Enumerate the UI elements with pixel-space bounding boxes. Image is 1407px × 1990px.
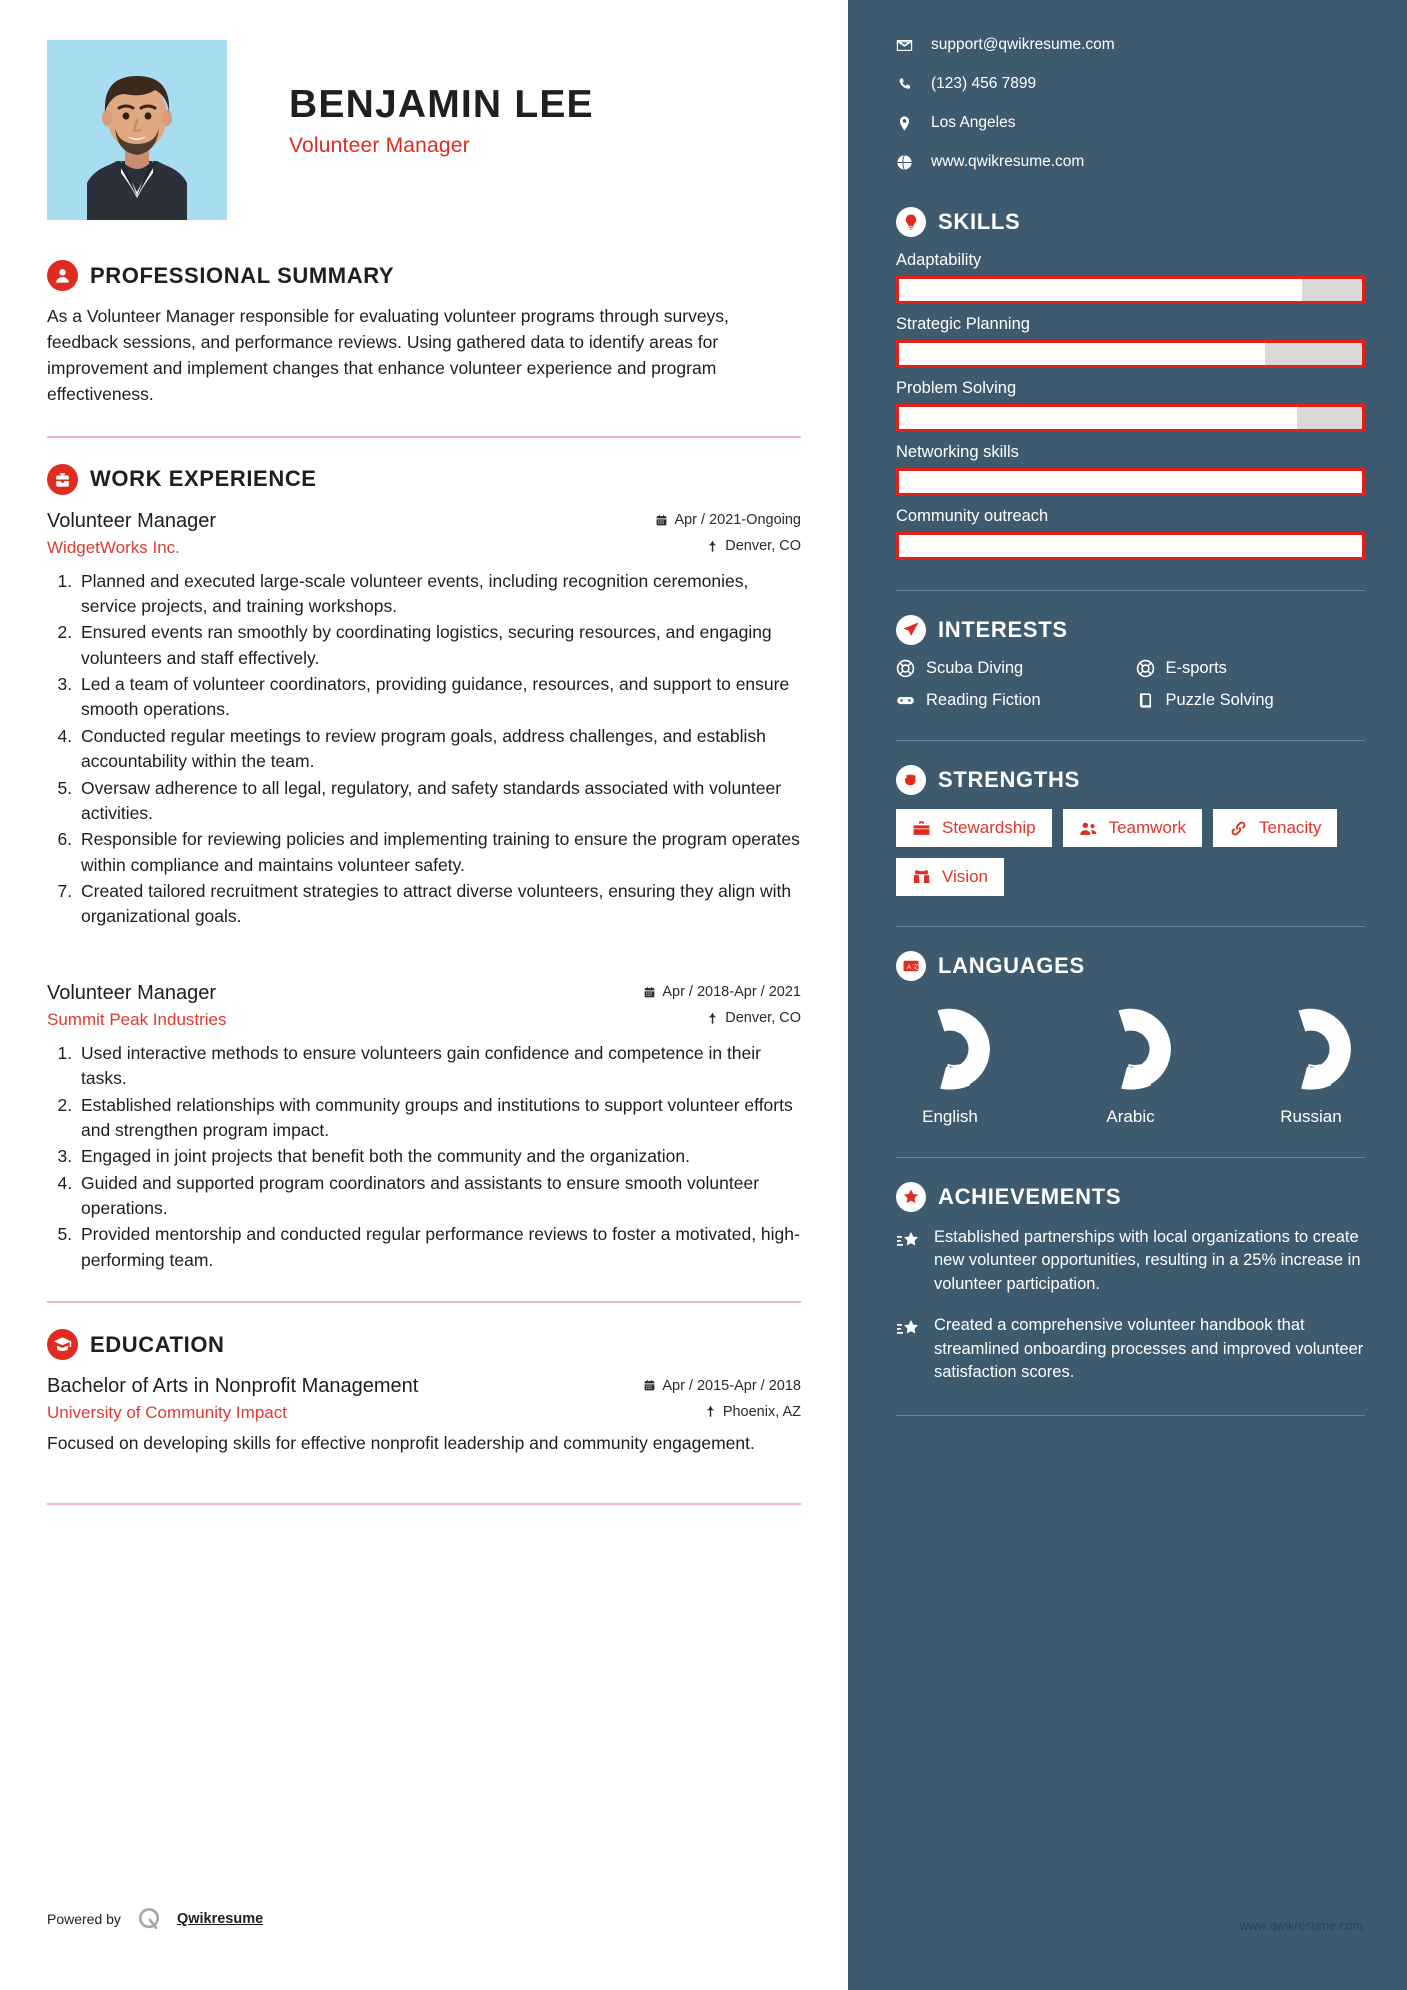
contact-phone-text: (123) 456 7899 [931, 75, 1037, 92]
work-organization: WidgetWorks Inc. [47, 537, 180, 557]
interest-label: Reading Fiction [926, 691, 1041, 709]
life-ring-icon [1136, 659, 1155, 678]
strength-label: Teamwork [1108, 818, 1187, 837]
work-entry-sub [47, 538, 801, 558]
education-institution: University of Community Impact [47, 1403, 287, 1423]
life-ring-icon [896, 659, 915, 678]
list-item: 4. Conducted regular meetings to review program goals, address challenges, and establish accountability within the team. [77, 724, 801, 775]
language-donut [904, 1003, 996, 1095]
contact-location [896, 114, 1365, 132]
contact-website-text: www.qwikresume.com [931, 153, 1085, 170]
skill-bar [896, 276, 1365, 304]
language-item [904, 1003, 996, 1127]
calendar-icon [655, 514, 668, 527]
section-heading-interests [896, 615, 1365, 645]
strength-item [1213, 809, 1337, 847]
spacer [47, 938, 801, 980]
work-location [706, 1010, 801, 1026]
sidebar-footer-url: www.qwikresume.com [1239, 1919, 1363, 1933]
skill-item [896, 507, 1365, 560]
work-dates [643, 984, 801, 1000]
interest-item [896, 659, 1126, 678]
powered-by-label: Powered by [47, 1911, 121, 1927]
avatar [47, 40, 227, 220]
contact-website[interactable] [896, 153, 1365, 171]
work-bullets [47, 1041, 801, 1273]
svg-text:A: A [906, 964, 912, 971]
work-bullets [47, 569, 801, 930]
skill-bar [896, 532, 1365, 560]
work-role: Volunteer Manager [47, 509, 217, 532]
interest-label: Puzzle Solving [1165, 691, 1274, 709]
list-item: 4. Guided and supported program coordinators and assistants to ensure smooth volunteer operations. [77, 1171, 801, 1222]
achievement-text: Created a comprehensive volunteer handbook that streamlined onboarding processes and improved volunteer satisfaction scores. [934, 1316, 1364, 1382]
calendar-icon [643, 1379, 656, 1392]
sidebar-divider [896, 740, 1365, 741]
list-item: 2. Ensured events ran smoothly by coordinating logistics, securing resources, and engaging volunteers and staff effectively. [77, 620, 801, 671]
divider [47, 436, 801, 438]
skill-label: Networking skills [896, 443, 1019, 461]
sidebar-divider [896, 590, 1365, 591]
education-entry-sub [47, 1403, 801, 1423]
sidebar-divider [896, 1157, 1365, 1158]
section-title: STRENGTHS [938, 767, 1080, 792]
link-icon [1229, 819, 1248, 838]
work-entry-top [47, 980, 801, 1006]
education-dates-text: Apr / 2015-Apr / 2018 [662, 1377, 801, 1394]
section-title: PROFESSIONAL SUMMARY [90, 262, 395, 288]
strength-label: Vision [942, 867, 988, 886]
work-role: Volunteer Manager [47, 981, 217, 1004]
interest-label: Scuba Diving [926, 659, 1024, 677]
users-icon [1079, 819, 1098, 838]
binoculars-icon [912, 868, 931, 887]
section-title: LANGUAGES [938, 953, 1085, 978]
section-title: ACHIEVEMENTS [938, 1184, 1122, 1209]
pin-icon [704, 1405, 717, 1418]
interest-item [1136, 659, 1366, 678]
contact-email[interactable] [896, 36, 1365, 54]
language-label: Russian [1280, 1107, 1342, 1126]
summary-text: As a Volunteer Manager responsible for evaluating volunteer programs through surveys, feedback sessions, and performance reviews. Using gathered data to identify areas for improvement and implement changes that enhance volunteer experience and program effectiveness. [47, 306, 729, 404]
section-heading-skills [896, 207, 1365, 237]
list-item: 3. Engaged in joint projects that benefit both the community and the organization. [77, 1144, 801, 1169]
gamepad-icon [896, 691, 915, 710]
page-title: BENJAMIN LEE [289, 83, 594, 126]
footer-branding [47, 1905, 263, 1933]
list-item: 7. Created tailored recruitment strategies to attract diverse volunteers, ensuring they align with organizational goals. [77, 879, 801, 930]
work-dates [655, 512, 801, 528]
list-item: 2. Established relationships with community groups and institutions to support volunteer efforts and strengthen program impact. [77, 1093, 801, 1144]
education-description: Focused on developing skills for effective nonprofit leadership and community engagement. [47, 1433, 755, 1454]
list-item: 5. Oversaw adherence to all legal, regulatory, and safety standards associated with volunteer activities. [77, 776, 801, 827]
work-entry [47, 508, 801, 930]
achievement-text: Established partnerships with local organizations to create new volunteer opportunities, resulting in a 25% increase in volunteer participation. [934, 1228, 1361, 1293]
list-item: 1. Used interactive methods to ensure volunteers gain confidence and competence in their tasks. [77, 1041, 801, 1092]
section-title: WORK EXPERIENCE [90, 466, 317, 492]
list-item: 5. Provided mentorship and conducted regular performance reviews to foster a motivated, high-performing team. [77, 1222, 801, 1273]
avatar-illustration [47, 40, 227, 220]
translate-icon [896, 951, 926, 981]
skill-label: Community outreach [896, 507, 1049, 525]
list-item: 6. Responsible for reviewing policies and implementing training to ensure the program operates within compliance and maintains volunteer safety. [77, 827, 801, 878]
education-entry-top [47, 1373, 801, 1399]
interest-item [1136, 691, 1366, 710]
section-heading-achievements [896, 1182, 1365, 1212]
skill-bar [896, 404, 1365, 432]
strength-item [896, 858, 1004, 896]
section-heading-summary [47, 260, 801, 291]
skill-label: Adaptability [896, 251, 982, 269]
education-location [704, 1404, 801, 1420]
toolbox-icon [912, 819, 931, 838]
work-organization: Summit Peak Industries [47, 1009, 227, 1029]
fist-icon [896, 765, 926, 795]
work-entry [47, 980, 801, 1273]
work-dates-text: Apr / 2021-Ongoing [674, 512, 801, 529]
user-circle-icon [47, 260, 78, 291]
interest-label: E-sports [1165, 659, 1227, 677]
name-block [227, 40, 801, 158]
skill-label: Problem Solving [896, 379, 1017, 397]
list-item: 1. Planned and executed large-scale volunteer events, including recognition ceremonies, service projects, and training workshops. [77, 569, 801, 620]
divider [47, 1301, 801, 1303]
work-location [706, 538, 801, 554]
work-entry-sub [47, 1010, 801, 1030]
contact-list [896, 36, 1365, 171]
section-heading-strengths [896, 765, 1365, 795]
strength-item [896, 809, 1052, 847]
svg-text:文: 文 [911, 964, 919, 971]
calendar-icon [643, 986, 656, 999]
language-label: Arabic [1106, 1107, 1155, 1126]
skill-item [896, 251, 1365, 304]
achievement-item [896, 1314, 1365, 1384]
globe-icon [896, 154, 913, 171]
skill-fill [899, 471, 1362, 493]
skill-fill [899, 343, 1265, 365]
q-logo-icon [135, 1905, 163, 1933]
graduation-cap-icon [47, 1329, 78, 1360]
strength-item [1063, 809, 1202, 847]
education-degree: Bachelor of Arts in Nonprofit Management [47, 1375, 419, 1398]
shooting-star-icon [896, 1317, 920, 1341]
section-heading-work [47, 464, 801, 495]
sidebar-divider [896, 1415, 1365, 1416]
list-item: 3. Led a team of volunteer coordinators, providing guidance, resources, and support to ensure smooth operations. [77, 672, 801, 723]
section-heading-education [47, 1329, 801, 1360]
skill-bar [896, 468, 1365, 496]
skill-fill [899, 535, 1362, 557]
paper-plane-icon [896, 615, 926, 645]
pin-icon [706, 540, 719, 553]
section-title: EDUCATION [90, 1331, 225, 1357]
work-location-text: Denver, CO [725, 1010, 801, 1027]
interests-grid [896, 659, 1365, 710]
briefcase-icon [47, 464, 78, 495]
language-label: English [922, 1107, 978, 1126]
skill-bar [896, 340, 1365, 368]
section-title: INTERESTS [938, 617, 1068, 642]
envelope-icon [896, 37, 913, 54]
skill-item [896, 315, 1365, 368]
skill-label: Strategic Planning [896, 315, 1030, 333]
divider [47, 1503, 801, 1505]
section-title: SKILLS [938, 209, 1021, 234]
language-item [1085, 1003, 1177, 1127]
contact-phone[interactable] [896, 75, 1365, 93]
sidebar-divider [896, 926, 1365, 927]
contact-email-text: support@qwikresume.com [931, 36, 1115, 53]
language-donut [1085, 1003, 1177, 1095]
work-entry-top [47, 508, 801, 534]
shooting-star-icon [896, 1229, 920, 1253]
language-donut [1265, 1003, 1357, 1095]
phone-icon [896, 76, 913, 93]
contact-location-text: Los Angeles [931, 114, 1016, 131]
brand-link[interactable]: Qwikresume [176, 1911, 264, 1927]
resume-header [47, 40, 801, 220]
map-pin-icon [896, 115, 913, 132]
job-title: Volunteer Manager [289, 133, 470, 157]
achievement-item [896, 1226, 1365, 1296]
star-badge-icon [896, 1182, 926, 1212]
skill-item [896, 379, 1365, 432]
education-entry [47, 1373, 801, 1456]
skill-item [896, 443, 1365, 496]
strength-label: Tenacity [1259, 818, 1322, 837]
sidebar [848, 0, 1407, 1990]
strengths-list [896, 809, 1365, 896]
language-item [1265, 1003, 1357, 1127]
pin-icon [706, 1012, 719, 1025]
skill-fill [899, 407, 1297, 429]
work-dates-text: Apr / 2018-Apr / 2021 [662, 984, 801, 1001]
education-location-text: Phoenix, AZ [722, 1403, 801, 1420]
languages-row [896, 995, 1365, 1127]
interest-item [896, 691, 1126, 710]
book-icon [1136, 691, 1155, 710]
lightbulb-icon [896, 207, 926, 237]
section-heading-languages [896, 951, 1365, 981]
skill-fill [899, 279, 1302, 301]
strength-label: Stewardship [942, 818, 1036, 837]
work-location-text: Denver, CO [725, 538, 801, 555]
education-dates [643, 1378, 801, 1394]
